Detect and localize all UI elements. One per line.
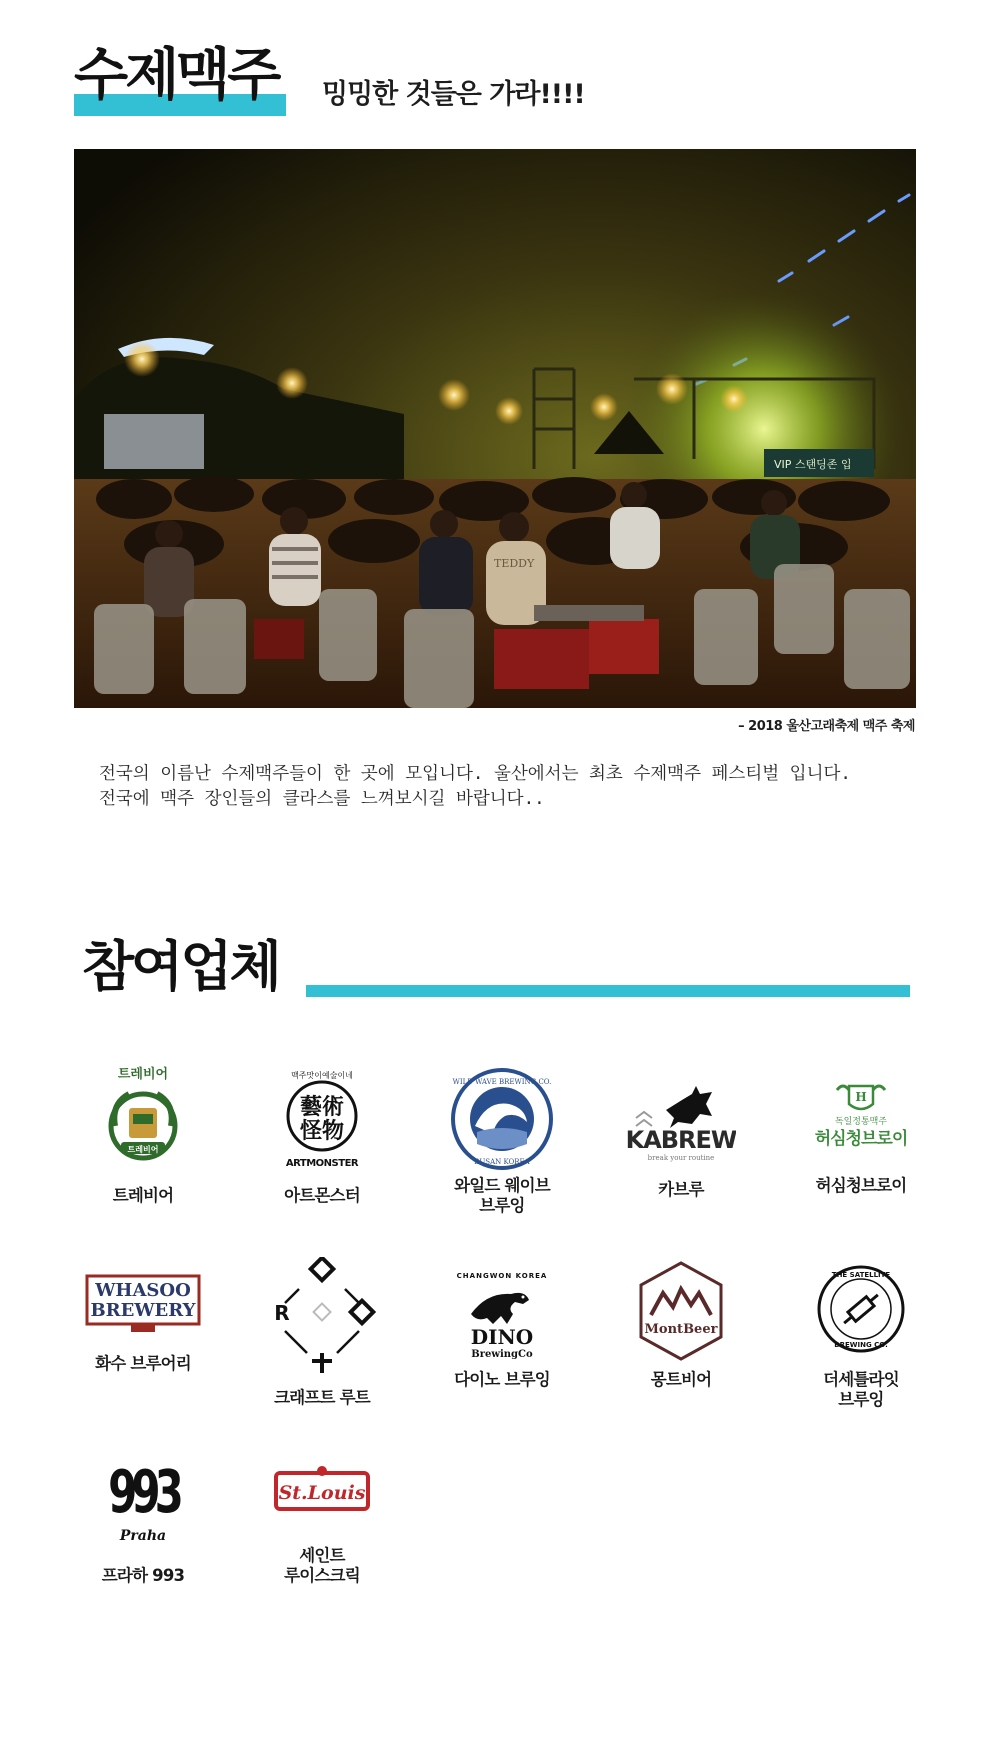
partners-heading-line <box>306 985 910 997</box>
kabrew-logo-icon <box>591 1064 771 1174</box>
svg-text:WILD WAVE BREWING CO.: WILD WAVE BREWING CO. <box>452 1078 552 1086</box>
craftroot-logo-icon <box>232 1254 412 1380</box>
festival-photo <box>74 149 916 708</box>
dino-logo-icon <box>412 1258 592 1370</box>
svg-text:KABREW: KABREW <box>626 1126 736 1154</box>
stlouis-logo-icon <box>232 1450 412 1530</box>
svg-text:H: H <box>855 1090 867 1104</box>
svg-text:BREWERY: BREWERY <box>90 1300 196 1321</box>
svg-text:맥주맛이예술이네: 맥주맛이예술이네 <box>291 1071 353 1080</box>
svg-text:MontBeer: MontBeer <box>644 1322 718 1337</box>
partner-name: 몽트비어 <box>650 1370 712 1389</box>
svg-text:THE SATELLITE: THE SATELLITE <box>831 1271 891 1279</box>
partner-name: 와일드 웨이브 브루잉 <box>454 1176 550 1215</box>
whasoo-logo-icon <box>53 1264 233 1344</box>
svg-text:CHANGWON KOREA: CHANGWON KOREA <box>456 1272 548 1280</box>
svg-text:트레비어: 트레비어 <box>127 1145 159 1154</box>
partner-name: 더세틀라잇 브루잉 <box>823 1370 899 1409</box>
svg-text:Praha: Praha <box>119 1528 167 1544</box>
heosimcheong-logo-icon <box>771 1064 951 1174</box>
svg-text:ARTMONSTER: ARTMONSTER <box>285 1158 359 1169</box>
svg-text:독일정통맥주: 독일정통맥주 <box>834 1117 888 1127</box>
trebier-logo-icon <box>53 1064 233 1174</box>
svg-text:BREWING CO.: BREWING CO. <box>834 1341 888 1349</box>
svg-text:DINO: DINO <box>470 1325 534 1349</box>
partner-name: 다이노 브루잉 <box>454 1370 550 1389</box>
svg-text:R: R <box>274 1301 290 1325</box>
wildwave-logo-icon <box>412 1064 592 1174</box>
partner-name: 크래프트 루트 <box>274 1388 370 1407</box>
svg-text:怪物: 怪物 <box>299 1118 345 1144</box>
svg-text:WHASOO: WHASOO <box>95 1280 191 1301</box>
svg-text:993: 993 <box>108 1459 178 1528</box>
satellite-logo-icon <box>771 1254 951 1364</box>
intro-line-1: 전국의 이름난 수제맥주들이 한 곳에 모입니다. 울산에서는 최초 수제맥주 페스티벌 입니다. <box>99 764 851 784</box>
intro-text <box>99 762 919 812</box>
partner-name: 아트몬스터 <box>284 1186 360 1205</box>
praha993-logo-icon <box>53 1452 233 1552</box>
partner-name: 트레비어 <box>112 1186 174 1205</box>
partner-name: 카브루 <box>658 1180 704 1199</box>
svg-text:허심청브로이: 허심청브로이 <box>814 1129 908 1149</box>
svg-text:트레비어: 트레비어 <box>117 1067 169 1082</box>
stage-sign-text: VIP 스탠딩존 입 <box>774 458 852 471</box>
partners-heading: 참여업체 <box>82 935 279 998</box>
page-subtitle: 밍밍한 것들은 가라!!!! <box>322 79 585 110</box>
svg-text:St.Louis: St.Louis <box>278 1482 366 1504</box>
partner-name: 세인트 루이스크릭 <box>284 1546 360 1585</box>
white-building <box>104 414 204 469</box>
partner-name: 화수 브루어리 <box>95 1354 191 1373</box>
shirt-print: TEDDY <box>494 557 535 570</box>
intro-line-2: 전국에 맥주 장인들의 클라스를 느껴보시길 바랍니다.. <box>99 789 545 809</box>
page-title: 수제맥주 <box>74 43 279 108</box>
svg-text:藝術: 藝術 <box>299 1094 345 1120</box>
svg-text:BrewingCo: BrewingCo <box>471 1349 533 1360</box>
svg-text:BUSAN KOREA: BUSAN KOREA <box>474 1158 530 1166</box>
montbeer-logo-icon <box>591 1256 771 1366</box>
partner-name: 허심청브로이 <box>815 1176 907 1195</box>
svg-text:break your routine: break your routine <box>647 1154 715 1162</box>
photo-caption: – 2018 울산고래축제 맥주 축제 <box>738 719 915 734</box>
section-title-craft-beer <box>74 44 286 116</box>
artmonster-logo-icon <box>232 1064 412 1174</box>
partner-name: 프라하 993 <box>101 1566 185 1585</box>
